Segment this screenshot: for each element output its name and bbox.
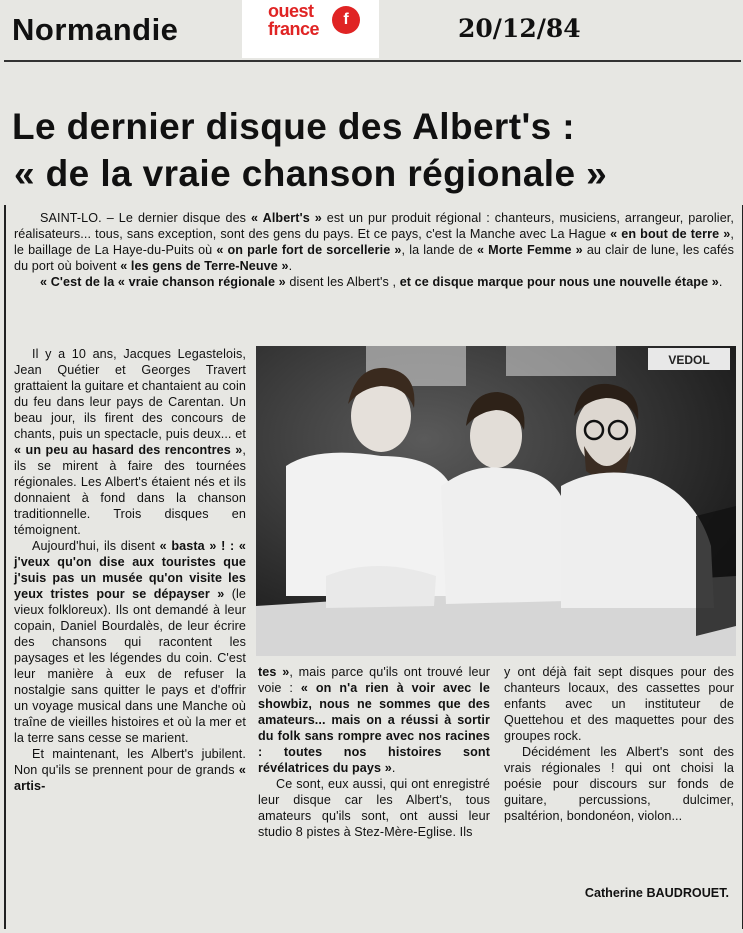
text: . <box>718 275 723 289</box>
text: est un pur produit régional : chanteurs, musiciens, arrangeur, parolier, réalisateurs... tous, sans exception, sont des gens du pays. Et ce pays, c'est la Manche avec La Hague <box>14 211 734 241</box>
text: Aujourd'hui, ils disent <box>32 539 160 553</box>
author-byline <box>585 886 729 900</box>
quote: tes » <box>258 665 290 679</box>
intro-paragraph-1 <box>14 210 734 274</box>
author-last-name: BAUDROUET. <box>646 886 729 900</box>
intro-paragraph-2 <box>14 274 734 290</box>
quote: « Albert's » <box>251 211 322 225</box>
logo-circle-icon: f <box>332 6 360 34</box>
quote: « en bout de terre » <box>610 227 731 241</box>
logo-wordmark <box>268 2 319 38</box>
logo-word-1: ouest <box>268 1 314 21</box>
col2-paragraph-1 <box>258 664 490 776</box>
text: disent les Albert's , <box>285 275 400 289</box>
poster-sign: VEDOL <box>668 353 710 367</box>
band-photo-image <box>256 346 736 656</box>
quote: « les gens de Terre-Neuve » <box>120 259 289 273</box>
text: , le baillage de La Haye-du-Puits où <box>14 227 734 257</box>
article-column-3 <box>504 664 734 824</box>
quote: « basta » ! : « j'veux qu'on dise aux touristes que j'suis pas un musée qu'on visite les yeux tristes pour se dépayser » <box>14 539 247 601</box>
logo-word-2: france <box>268 19 320 39</box>
article-intro <box>14 210 734 290</box>
col1-paragraph-3 <box>14 746 246 794</box>
col1-paragraph-2 <box>14 538 246 746</box>
author-first-name: Catherine <box>584 886 643 900</box>
quote: « C'est de la « vraie chanson régionale » <box>40 275 286 289</box>
article-column-1 <box>14 346 246 794</box>
text: au clair de lune, les cafés du port où boivent <box>14 243 734 273</box>
quote: « un peu au hasard des rencontres » <box>14 443 243 457</box>
text: , la lande de <box>401 243 477 257</box>
text: , ils se mirent à faire des tournées régionales. Les Albert's étaient nés et ils donnaient à fond dans la chanson traditionnelle. Trois disques en témoignent. <box>14 443 246 537</box>
text: (le vieux folkloreux). Ils ont demandé à leur copain, Daniel Bourdalès, de leur écrire des chansons qui racontent les paysages et les légendes du coin. C'est leur manière à eux de refuser la nostalgie sans quitter le pays et d'offrir un voyage musical dans une Manche où traîne de vieilles histoires et où la mer et la terre sans cesse se marient. <box>14 587 246 745</box>
publication-date: 20/12/84 <box>458 14 581 43</box>
col3-paragraph-1: y ont déjà fait sept disques pour des chanteurs locaux, des cassettes pour enfants avec un instituteur de Quettehou et des maquettes pour des groupes rock. <box>504 665 734 743</box>
text: . <box>391 761 396 775</box>
newspaper-logo <box>242 0 379 58</box>
headline-line-2: « de la vraie chanson régionale » <box>14 153 608 194</box>
quote: « on n'a rien à voir avec le showbiz, nous ne sommes que des amateurs... mais on a réussi à sortir du folk sans rompre avec nos racines : toutes nos histoires sont révélatrices du pays » <box>258 681 490 775</box>
quote: « Morte Femme » <box>476 243 583 257</box>
text: . <box>288 259 293 273</box>
quote: et ce disque marque pour nous une nouvelle étape » <box>399 275 719 289</box>
band-photo <box>256 346 736 656</box>
headline-line-1: Le dernier disque des Albert's : <box>12 106 576 147</box>
text: , mais parce qu'ils ont trouvé leur voie : <box>258 665 490 695</box>
quote: « on parle fort de sorcellerie » <box>216 243 402 257</box>
header-rule <box>4 60 741 62</box>
text: Et maintenant, les Albert's jubilent. Non qu'ils se prennent pour de grands <box>14 747 246 777</box>
region-heading: Normandie <box>12 12 179 47</box>
col3-paragraph-2: Décidément les Albert's sont des vrais régionales ! qui ont choisi la poésie pour discours sur fonds de guitare, percussions, dulcimer, psaltérion, bondonéon, violon... <box>504 745 734 823</box>
quote: « artis- <box>14 763 246 793</box>
col1-paragraph-1 <box>14 346 246 538</box>
text: Il y a 10 ans, Jacques Legastelois, Jean Quétier et Georges Travert grattaient la guitare et chantaient au coin du feu dans leur pays de Carentan. Un beau jour, ils firent des concours de chants, puis un spectacle, puis deux... et <box>14 347 246 441</box>
text: SAINT-LO. – Le dernier disque des <box>40 211 252 225</box>
article-column-2 <box>258 664 490 840</box>
col2-paragraph-2: Ce sont, eux aussi, qui ont enregistré leur disque car les Albert's, tous amateurs qu'ils sont, ont aussi leur studio 8 pistes à Stez-Mère-Eglise. Ils <box>258 777 490 839</box>
